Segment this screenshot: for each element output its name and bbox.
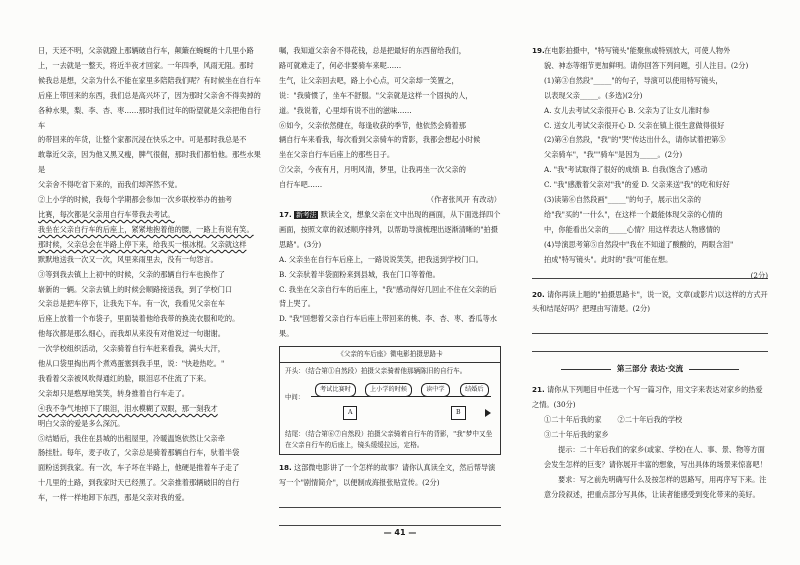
text-line: 我坐在父亲自行车的后座上，紧紧地抱着他的腰，一路上有说有笑。	[38, 224, 254, 234]
new-format-tag: 新考法	[296, 210, 317, 219]
flow-box: 读中学	[421, 383, 450, 397]
question-number: 19.	[532, 46, 545, 55]
text-line: 上，一去就是一整天，将近半夜才回家。一年四季，风雨无阻。那时	[38, 60, 254, 70]
text-line: 默默地送我一次又一次，风里来雨里去，没有一句怨言。	[38, 254, 218, 264]
text-line: A. 女儿去考试父亲很开心 B. 父亲为了让女儿准时参	[544, 105, 710, 115]
text-line: (4)导演思考第⑤自然段中"我在不知道了酸酸的，两眼含泪"	[544, 239, 734, 249]
text-line: 日，天还不明，父亲就蹬上那辆破自行车，颠簸在蜿蜒的十几里小路	[38, 46, 254, 55]
text-line: 父亲却只是憨厚地笑笑，转身推着自行车走了。	[38, 388, 189, 398]
text-line: 敢靠近父亲，因为他又黑又瘦，脾气很倔，那时我们都怕他。那些水果是	[38, 150, 261, 175]
text-line: (1)第③自然段"_____"的句子，导演可以使用特写镜头，	[544, 75, 723, 85]
question-text: 这部微电影讲了一个怎样的故事？请你认真读全文，然后帮导演写一个"剧情简介"，以便制成海报张贴宣传。(2分)	[279, 463, 496, 488]
card-start: 开头：（结合第①自然段）拍摄父亲骑着他那辆陈旧的自行车。	[285, 367, 467, 376]
flow-diagram	[285, 380, 495, 426]
text-line: 道。"我说着，心里却有说不出的滋味……	[279, 105, 412, 115]
question-number: 17.	[279, 209, 292, 219]
text-line: 肠挂肚。每年，麦子收了，父亲总是骑着那辆自行车，驮着半袋	[38, 448, 240, 458]
source-note: （作者张风开 有改动）	[426, 195, 501, 205]
text-line: 说："我骑惯了，坐车不舒服。"父亲就是这样一个固执的人，	[279, 90, 473, 100]
question-17-options	[279, 253, 501, 342]
text-line: ②上小学的时候，我每个学期都会参加一次乡联校举办的抽考	[38, 195, 233, 205]
divider	[561, 369, 611, 370]
flow-box: 上小学的时候	[365, 383, 412, 397]
column-right	[532, 44, 768, 502]
text-line: 给"我"买的"一什么"，在这样一个最能体现父亲的心情的	[544, 209, 723, 219]
text-line: 比赛，每次都是父亲用自行车带我去考试。	[38, 209, 175, 219]
question-18	[279, 461, 501, 491]
text-line: (2)第④自然段，"我"的"哭"传达出什么，请你试着把第⑤	[544, 135, 726, 145]
essay-options	[532, 413, 768, 443]
answer-line[interactable]	[532, 338, 768, 352]
answer-line[interactable]	[279, 512, 501, 526]
answer-line[interactable]	[279, 494, 501, 508]
text-line: 他从口袋里掏出两个煮鸡蛋塞到我手里，说："快趁热吃。"	[38, 359, 225, 369]
essay-option: ①二十年后我的家	[544, 415, 602, 425]
text-line: 后座上放着一个布袋子，里面装着他给我带的换洗衣服和吃的。	[38, 314, 240, 324]
text-line: 候我总是想，父亲为什么不能在家里多陪陪我们呢？有时候坐在自行车	[38, 75, 261, 85]
text-line: D. "我"回想着父亲自行车后座上带回来的桃、李、杏、枣、香瓜等水果。	[279, 314, 497, 339]
question-number: 20.	[532, 289, 545, 299]
text-line: 貌、神态等细节更加鲜明。请你回答下列问题，引人注目。(2分)	[544, 60, 749, 70]
question-20	[532, 288, 768, 318]
essay-option: ③二十年后我的家乡	[544, 429, 609, 439]
text-line: C. 我坐在父亲自行车的后座上，"我"感动得好几回止不住在父亲的后背上哭了。	[279, 284, 497, 309]
flow-box: 结婚后	[460, 383, 489, 397]
points: (2分)	[750, 270, 768, 280]
question-number: 18.	[279, 463, 292, 473]
text-line: 拍成"特写镜头"。此时的"我"可能在想。	[544, 254, 673, 264]
text-line: 十几里的土路，到我家时天已经黑了。父亲推着那辆破旧的自行	[38, 478, 240, 488]
text-line: ⑥如今，父亲依然健在，每逢收获的季节，他依然会骑着那	[279, 120, 466, 130]
passage-continued	[279, 44, 501, 193]
text-line: 路可就难走了，何必非要骑车来呢……	[279, 60, 402, 70]
text-line: 的带回来的年货，让整个家都沉浸在快乐之中。可是那时我总是不	[38, 135, 247, 145]
text-line: 父亲舍不得吃省下来的，而我们却浑然不觉。	[38, 180, 182, 190]
section-heading	[532, 362, 768, 377]
text-line: B. 父亲驮着半袋面粉来到县城，我在门口等着他。	[279, 269, 440, 279]
card-title: 《父亲的车后座》微电影拍摄思路卡	[280, 347, 500, 363]
text-line: ③等到我去镇上上初中的时候，父亲的那辆自行车也换作了	[38, 269, 225, 279]
question-19-body	[532, 44, 768, 268]
card-mid-label: 中间：	[285, 393, 305, 402]
text-line: 各种水果，梨、李、杏、枣……那时我们过年的盼望就是父亲把他自行车	[38, 105, 261, 130]
arrowhead-icon	[485, 409, 491, 417]
text-line: 车，一样一样地卸下东西，那是父亲对我的爱。	[38, 493, 189, 503]
text-line: C. "我"感激着父亲对"我"的爱 D. 父亲来送"我"的吃和好好	[544, 180, 730, 190]
text-line: 我看着父亲被风吹得通红的脸，眼泪忍不住流了下来。	[38, 373, 211, 383]
text-line: 他每次都是那么细心，而我却从来没有对他说过一句谢谢。	[38, 329, 225, 339]
essay-tip: 提示：二十年后我们的家乡(或家、学校)在人、事、景、物等方面会发生怎样的巨变？请你展开丰富的想象，写出具体的场景来惊喜吧！	[544, 444, 767, 469]
question-number: 21.	[532, 385, 545, 395]
page-number: — 41 —	[383, 528, 417, 537]
section-title: 第三部分 表达·交流	[616, 364, 684, 374]
text-line: 以表现父亲_____。(多选)(2分)	[544, 90, 643, 100]
text-line: ④我不争气地掉下了眼泪，泪水模糊了双眼，那一刻我才	[38, 403, 218, 413]
text-line: 父亲总是把车停下，让我先下车。有一次，我看见父亲在车	[38, 299, 225, 309]
text-line: 在电影拍摄中，"特写镜头"能聚焦或特别放大，可使人物外	[544, 46, 731, 56]
text-line: 那时候，父亲总会在半路上停下来，给我买一根冰棍。父亲就这样	[38, 239, 247, 249]
text-line: C. 送女儿考试父亲很开心 D. 父亲在镇上很生意做得很好	[544, 120, 725, 130]
text-line: ⑤结婚后，我住在县城的出租屋里，冷暖温饱依然让父亲牵	[38, 433, 225, 443]
answer-box-b[interactable]: B	[451, 406, 466, 420]
divider	[689, 369, 739, 370]
text-line: 一次学校组织活动，父亲骑着自行车赶来看我，满头大汗，	[38, 344, 225, 354]
text-line: A. "我"考试取得了很好的成绩 B. 自我(饱含了)感动	[544, 165, 708, 175]
column-middle	[279, 44, 501, 530]
text-line: 生气，让父亲回去吧，路上小心点，可父亲却一笑置之，	[279, 75, 459, 85]
question-text: 默读全文，想象父亲在文中出现的画面，从下面选择四个画面，按照文章的叙述顺序排列，以帮助导演梳理出逐渐清晰的"拍摄思路"。(3分)	[279, 209, 501, 249]
answer-line[interactable]	[532, 320, 768, 334]
question-21	[532, 383, 768, 413]
answer-box-a[interactable]: A	[343, 406, 357, 420]
text-line: 自行车吧……	[279, 180, 323, 190]
text-line: 辆自行车来看我，每次看到父亲骑车的背影，我都会想起小时候	[279, 135, 481, 145]
column-left	[38, 44, 262, 506]
essay-requirement: 要求：写之前先明确写什么及按怎样的思路写，用再序写下来。注意分段叙述，把重点部分写具体，让读者能感受到变化带来的美好。	[544, 474, 767, 499]
shooting-plan-card	[279, 346, 501, 455]
text-line: (3)读第⑥自然段画"_____"的句子，展示出父亲的	[544, 195, 701, 205]
text-line: 明白父亲的爱是多么深沉。	[38, 418, 125, 428]
text-line: 坐在父亲自行车后座上的那些日子。	[279, 150, 395, 160]
text-line: 嘱，我知道父亲舍不得花钱，总是把最好的东西留给我们，	[279, 46, 466, 55]
question-text: 请你从下列题目中任选一个写一篇习作，用文字来表达对家乡的热爱之情。(30分)	[532, 385, 763, 410]
question-17	[279, 208, 501, 253]
text-line: A. 父亲坐在自行车后座上，一路说说笑笑，把我送到学校门口。	[279, 254, 483, 264]
text-line: 面粉送到我家。有一次，车子坏在半路上，他硬是推着车子走了	[38, 463, 240, 473]
essay-option: ②二十年后我的学校	[617, 415, 683, 425]
flow-box: 考试比赛时	[315, 383, 356, 397]
text-line: 崭新的一辆。父亲去镇上的时候会顺路接送我，到了学校门口	[38, 284, 233, 294]
text-line: 中，你能看出父亲的_____心情？用这样表达人物感情的	[544, 224, 721, 234]
question-text: 请你再读上题的"拍摄思路卡"，说一说，文章(或影片)以这样的方式开头和结尾好吗？把理由写清楚。(2分)	[532, 289, 768, 314]
text-line: 后座上带回来的东西，我们总是高兴坏了，因为那时父亲舍不得卖掉的	[38, 90, 261, 100]
text-line: 父亲骑车"，"我""骑车"是因为_____。(2分)	[544, 150, 683, 160]
card-end: 结尾：（结合第⑥⑦自然段）拍摄父亲骑着自行车的背影，"我"梦中又坐在父亲自行车的后座上，镜头缓缓拉远，定格。	[285, 430, 493, 450]
text-line: ⑦父亲，今夜有月，月明风清，梦里，让我再坐一次父亲的	[279, 165, 466, 175]
